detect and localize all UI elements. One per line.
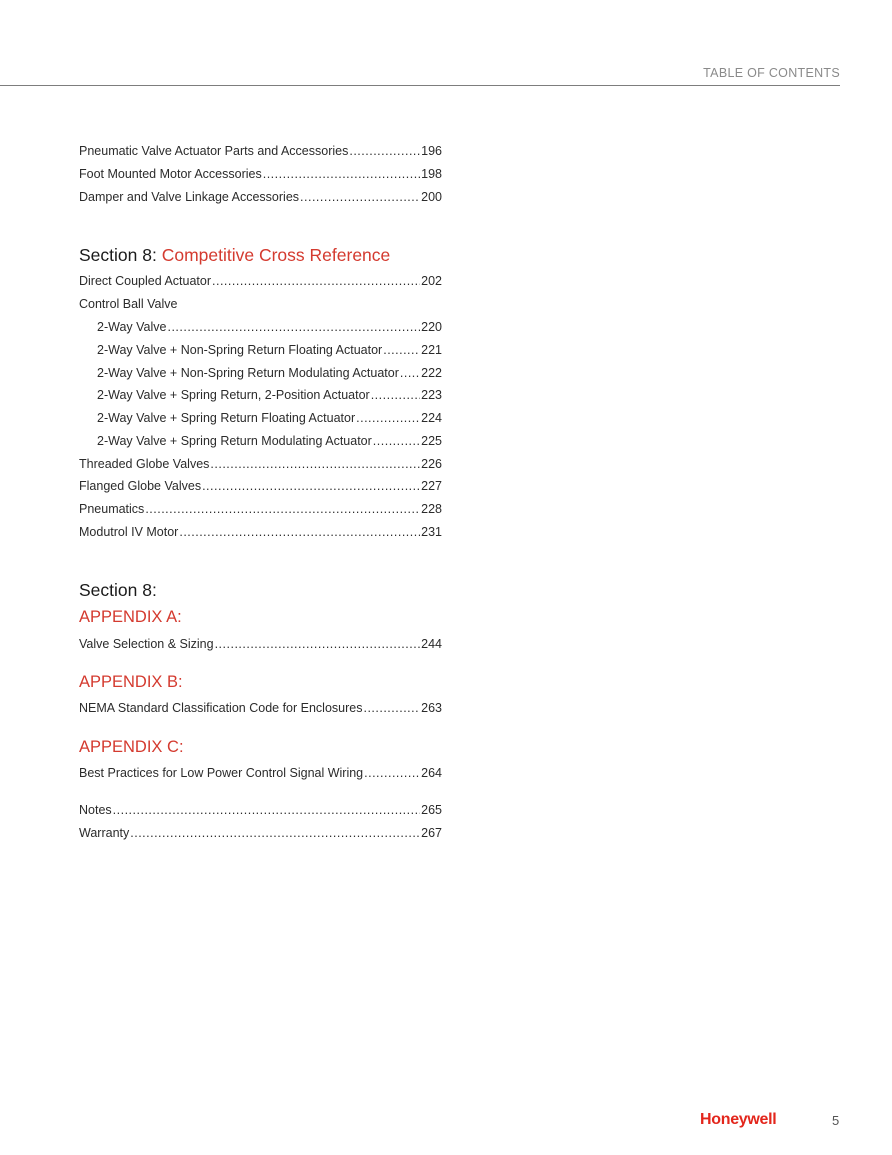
- toc-entry-page: 225: [421, 434, 442, 448]
- toc-leader: [113, 801, 420, 819]
- toc-entry-page: 224: [421, 411, 442, 425]
- toc-leader: [400, 364, 420, 382]
- toc-entry-page: 226: [421, 457, 442, 471]
- toc-entry-page: 200: [421, 190, 442, 204]
- toc-leader: [373, 432, 420, 450]
- toc-leader: [363, 699, 420, 717]
- toc-entry[interactable]: [79, 477, 442, 495]
- toc-entry[interactable]: [79, 523, 442, 541]
- page-number: 5: [832, 1113, 840, 1128]
- toc-entry-page: 265: [421, 803, 442, 817]
- toc-entry[interactable]: [79, 165, 442, 183]
- toc-entry-label: 2-Way Valve + Spring Return Modulating Actuator: [97, 434, 372, 448]
- toc-entry-page: 231: [421, 525, 442, 539]
- toc-entry-page: 223: [421, 388, 442, 402]
- section-prefix: Section 8:: [79, 245, 162, 265]
- toc-entry-page: 264: [421, 766, 442, 780]
- toc-entry-page: 220: [421, 320, 442, 334]
- appendix-heading: APPENDIX C:: [79, 738, 184, 756]
- toc-leader: [212, 272, 420, 290]
- toc-entry-page: 198: [421, 167, 442, 181]
- toc-leader: [202, 477, 420, 495]
- appendix-heading: APPENDIX A:: [79, 608, 182, 626]
- toc-entry-page: 221: [421, 343, 442, 357]
- toc-leader: [179, 523, 420, 541]
- header-divider: [0, 85, 840, 86]
- header-label: TABLE OF CONTENTS: [703, 66, 840, 80]
- toc-entry[interactable]: [79, 824, 442, 842]
- toc-leader: [263, 165, 420, 183]
- toc-entry-page: 228: [421, 502, 442, 516]
- toc-leader: [130, 824, 420, 842]
- honeywell-logo: Honeywell: [700, 1111, 777, 1128]
- toc-entry-label: Direct Coupled Actuator: [79, 274, 212, 288]
- toc-entry-label: NEMA Standard Classification Code for Enclosures: [79, 701, 363, 715]
- appendix-heading: APPENDIX B:: [79, 673, 183, 691]
- section-heading: Section 8:: [79, 580, 157, 600]
- toc-entry-page: 263: [421, 701, 442, 715]
- toc-entry-label: Best Practices for Low Power Control Signal Wiring: [79, 766, 364, 780]
- toc-entry[interactable]: [79, 500, 442, 518]
- toc-leader: [371, 386, 420, 404]
- toc-entry-label: 2-Way Valve + Non-Spring Return Modulating Actuator: [97, 366, 399, 380]
- toc-entry[interactable]: [79, 801, 442, 819]
- toc-entry-label: 2-Way Valve: [97, 320, 167, 334]
- toc-leader: [300, 188, 420, 206]
- toc-entry-label: Notes: [79, 803, 112, 817]
- toc-entry-page: 244: [421, 637, 442, 651]
- toc-group-label: Control Ball Valve: [79, 297, 178, 311]
- toc-leader: [215, 635, 421, 653]
- toc-entry[interactable]: [79, 455, 442, 473]
- toc-entry[interactable]: [79, 764, 442, 782]
- section-heading: [79, 244, 390, 266]
- toc-sub-entry[interactable]: [97, 318, 442, 336]
- toc-leader: [210, 455, 420, 473]
- toc-sub-entry[interactable]: [97, 409, 442, 427]
- toc-entry-label: Valve Selection & Sizing: [79, 637, 214, 651]
- toc-entry-label: 2-Way Valve + Spring Return, 2-Position Actuator: [97, 388, 370, 402]
- toc-entry-label: Foot Mounted Motor Accessories: [79, 167, 262, 181]
- toc-leader: [145, 500, 420, 518]
- toc-entry[interactable]: [79, 699, 442, 717]
- toc-entry[interactable]: [79, 142, 442, 160]
- toc-sub-entry[interactable]: [97, 364, 442, 382]
- toc-entry-page: 222: [421, 366, 442, 380]
- toc-entry-label: Pneumatic Valve Actuator Parts and Accessories: [79, 144, 349, 158]
- toc-entry-label: Damper and Valve Linkage Accessories: [79, 190, 300, 204]
- toc-sub-entry[interactable]: [97, 432, 442, 450]
- toc-entry[interactable]: [79, 272, 442, 290]
- toc-leader: [356, 409, 420, 427]
- toc-entry-label: Threaded Globe Valves: [79, 457, 210, 471]
- toc-entry-page: 227: [421, 479, 442, 493]
- toc-entry-label: Modutrol IV Motor: [79, 525, 179, 539]
- toc-entry[interactable]: [79, 635, 442, 653]
- toc-entry-page: 267: [421, 826, 442, 840]
- toc-entry-label: Flanged Globe Valves: [79, 479, 202, 493]
- toc-leader: [364, 764, 420, 782]
- toc-leader: [349, 142, 420, 160]
- toc-entry[interactable]: [79, 188, 442, 206]
- toc-entry-label: Warranty: [79, 826, 130, 840]
- toc-leader: [167, 318, 420, 336]
- section-title: Competitive Cross Reference: [161, 245, 391, 265]
- toc-entry-label: 2-Way Valve + Non-Spring Return Floating Actuator: [97, 343, 383, 357]
- toc-entry-page: 202: [421, 274, 442, 288]
- toc-leader: [383, 341, 420, 359]
- toc-sub-entry[interactable]: [97, 386, 442, 404]
- toc-entry-page: 196: [421, 144, 442, 158]
- toc-entry-label: 2-Way Valve + Spring Return Floating Actuator: [97, 411, 356, 425]
- toc-sub-entry[interactable]: [97, 341, 442, 359]
- toc-entry-label: Pneumatics: [79, 502, 145, 516]
